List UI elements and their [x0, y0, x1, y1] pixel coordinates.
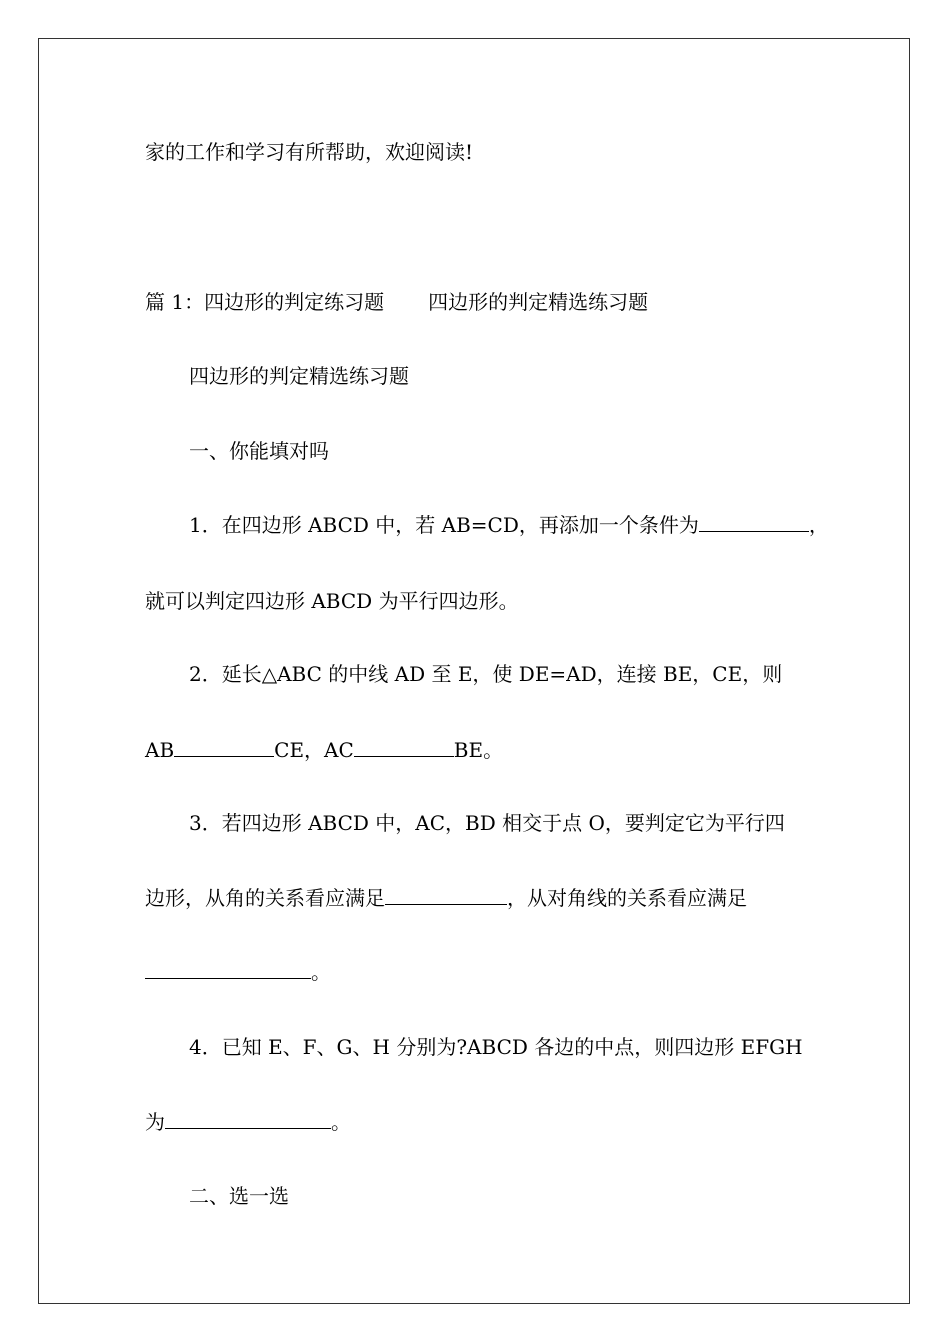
q4-text-wei: 为	[145, 1110, 165, 1134]
part-one-text: 一、你能填对吗	[189, 439, 329, 463]
intro-line: 家的工作和学习有所帮助，欢迎阅读!	[145, 140, 474, 164]
q4-answer-blank[interactable]	[165, 1110, 331, 1129]
document-title	[189, 364, 409, 388]
question-1-line-2	[145, 589, 519, 613]
q3-answer-blank-1[interactable]	[385, 886, 507, 905]
q2-text: 2．延长△ABC 的中线 AD 至 E，使 DE=AD，连接 BE，CE，则	[189, 662, 783, 686]
question-3-line-3	[145, 960, 331, 984]
q4-punct: 。	[331, 1110, 351, 1134]
q1-text-cont: 就可以判定四边形 ABCD 为平行四边形。	[145, 589, 519, 613]
question-4-line-1	[189, 1035, 803, 1059]
q4-text: 4．已知 E、F、G、H 分别为?ABCD 各边的中点，则四边形 EFGH	[189, 1035, 803, 1059]
part-two-text: 二、选一选	[189, 1184, 289, 1208]
section-heading-right: 四边形的判定精选练习题	[428, 290, 649, 314]
q2-text-ab: AB	[145, 738, 175, 762]
intro-text	[145, 140, 473, 164]
title-text: 四边形的判定精选练习题	[189, 364, 409, 388]
section-heading	[145, 290, 648, 314]
section-heading-left: 篇 1：四边形的判定练习题	[145, 290, 385, 314]
part-two-heading	[189, 1184, 289, 1208]
q2-answer-blank-1[interactable]	[174, 738, 274, 757]
q2-text-ce-ac: CE，AC	[274, 738, 354, 762]
question-3-line-2	[145, 886, 747, 910]
question-2-line-1	[189, 662, 782, 686]
q3-answer-blank-2[interactable]	[145, 960, 311, 979]
q3-text-diagonal: ，从对角线的关系看应满足	[507, 886, 747, 910]
q2-text-be: BE。	[453, 738, 504, 762]
q1-punct: ，	[808, 513, 829, 537]
q2-answer-blank-2[interactable]	[354, 738, 454, 757]
part-one-heading	[189, 439, 329, 463]
question-4-line-2	[145, 1110, 351, 1134]
question-3-line-1	[189, 811, 785, 835]
q3-punct: 。	[311, 960, 331, 984]
q3-text: 3．若四边形 ABCD 中，AC，BD 相交于点 O，要判定它为平行四	[189, 811, 785, 835]
q1-answer-blank[interactable]	[699, 513, 809, 532]
q3-text-angle: 边形，从角的关系看应满足	[145, 886, 385, 910]
question-1-line-1	[189, 513, 829, 537]
q1-text: 1．在四边形 ABCD 中，若 AB=CD，再添加一个条件为	[189, 513, 699, 537]
question-2-line-2	[145, 738, 503, 762]
